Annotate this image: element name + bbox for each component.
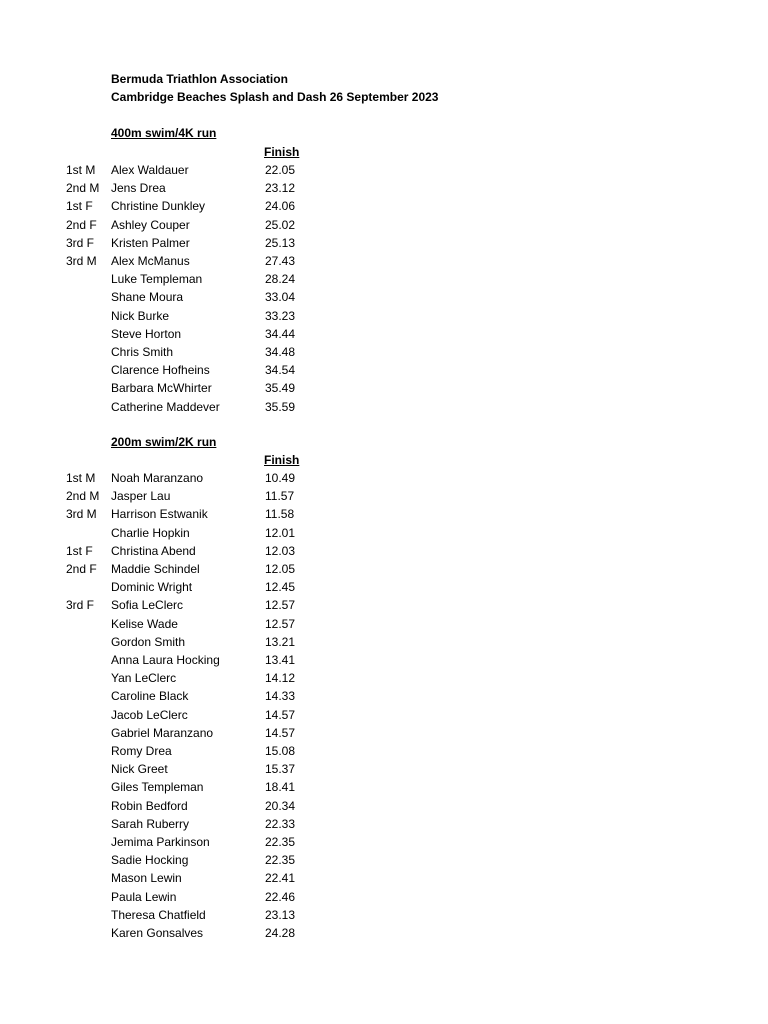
place-label: 2nd F <box>66 562 97 576</box>
finish-time: 14.12 <box>265 671 296 686</box>
result-row <box>0 234 400 252</box>
athlete-name: Luke Templeman <box>111 272 203 287</box>
finish-time: 13.41 <box>265 653 296 667</box>
result-row <box>0 633 400 651</box>
finish-time: 15.08 <box>265 744 296 758</box>
result-row <box>0 560 400 578</box>
finish-time: 12.01 <box>265 525 296 540</box>
finish-time: 34.54 <box>265 363 296 378</box>
finish-time: 22.05 <box>265 163 296 177</box>
athlete-name: Sarah Ruberry <box>111 816 190 831</box>
finish-time: 14.33 <box>265 689 296 704</box>
result-row <box>0 724 400 742</box>
section-title: 200m swim/2K run <box>111 435 217 449</box>
result-row <box>0 706 400 724</box>
finish-time: 12.03 <box>265 543 296 558</box>
athlete-name: Romy Drea <box>111 744 172 758</box>
result-row <box>0 596 400 614</box>
athlete-name: Giles Templeman <box>111 780 204 795</box>
finish-time: 24.06 <box>265 199 296 214</box>
athlete-name: Harrison Estwanik <box>111 507 208 522</box>
result-row <box>0 524 400 542</box>
place-label: 2nd F <box>66 217 97 232</box>
result-row <box>0 487 400 505</box>
result-row <box>0 797 400 815</box>
athlete-name: Theresa Chatfield <box>111 907 206 922</box>
finish-time: 12.45 <box>265 580 296 595</box>
finish-time: 23.12 <box>265 181 296 196</box>
place-label: 3rd M <box>66 507 97 522</box>
place-label: 1st F <box>66 199 93 214</box>
result-row <box>0 906 400 924</box>
result-row <box>0 325 400 343</box>
athlete-name: Steve Horton <box>111 326 182 341</box>
result-row <box>0 288 400 306</box>
finish-time: 25.02 <box>265 217 296 232</box>
place-label: 2nd M <box>66 489 100 504</box>
finish-time: 35.59 <box>265 399 296 414</box>
place-label: 3rd M <box>66 254 97 268</box>
result-row <box>0 379 400 397</box>
athlete-name: Jens Drea <box>111 181 166 196</box>
result-row <box>0 216 400 234</box>
finish-time: 24.28 <box>265 926 296 940</box>
athlete-name: Noah Maranzano <box>111 471 204 485</box>
finish-time: 12.57 <box>265 616 296 631</box>
finish-column-header: Finish <box>264 145 300 159</box>
athlete-name: Sofia LeClerc <box>111 598 184 613</box>
athlete-name: Karen Gonsalves <box>111 926 204 940</box>
finish-time: 22.35 <box>265 853 296 868</box>
finish-time: 33.04 <box>265 290 296 305</box>
finish-time: 22.33 <box>265 816 296 831</box>
finish-time: 23.13 <box>265 907 296 922</box>
finish-time: 28.24 <box>265 272 296 287</box>
finish-column-header: Finish <box>264 453 300 467</box>
place-label: 3rd F <box>66 235 95 250</box>
result-row <box>0 651 400 669</box>
result-row <box>0 924 400 942</box>
athlete-name: Yan LeClerc <box>111 671 177 686</box>
section-title: 400m swim/4K run <box>111 126 217 140</box>
finish-time: 14.57 <box>265 707 296 722</box>
athlete-name: Chris Smith <box>111 345 174 359</box>
finish-time: 33.23 <box>265 308 296 323</box>
organization-title: Bermuda Triathlon Association <box>111 72 288 86</box>
finish-time: 12.05 <box>265 562 296 576</box>
finish-time: 22.41 <box>265 871 296 886</box>
athlete-name: Maddie Schindel <box>111 562 200 576</box>
finish-time: 34.48 <box>265 345 296 359</box>
result-row <box>0 307 400 325</box>
place-label: 3rd F <box>66 598 95 613</box>
athlete-name: Alex McManus <box>111 254 190 268</box>
place-label: 2nd M <box>66 181 100 196</box>
athlete-name: Ashley Couper <box>111 217 190 232</box>
finish-time: 15.37 <box>265 762 296 777</box>
result-row <box>0 361 400 379</box>
result-row <box>0 578 400 596</box>
result-row <box>0 669 400 687</box>
finish-time: 14.57 <box>265 725 296 740</box>
finish-time: 34.44 <box>265 326 296 341</box>
athlete-name: Kelise Wade <box>111 616 178 631</box>
finish-time: 25.13 <box>265 235 296 250</box>
result-row <box>0 161 400 179</box>
athlete-name: Shane Moura <box>111 290 184 305</box>
result-row <box>0 398 400 416</box>
finish-time: 10.49 <box>265 471 296 485</box>
result-row <box>0 343 400 361</box>
result-row <box>0 851 400 869</box>
athlete-name: Paula Lewin <box>111 889 177 904</box>
athlete-name: Kristen Palmer <box>111 235 190 250</box>
event-title: Cambridge Beaches Splash and Dash 26 September 2023 <box>111 90 439 104</box>
athlete-name: Jasper Lau <box>111 489 171 504</box>
result-row <box>0 888 400 906</box>
finish-time: 18.41 <box>265 780 296 795</box>
result-row <box>0 778 400 796</box>
athlete-name: Catherine Maddever <box>111 399 220 414</box>
athlete-name: Jemima Parkinson <box>111 835 210 849</box>
result-row <box>0 833 400 851</box>
finish-time: 35.49 <box>265 381 296 396</box>
result-row <box>0 742 400 760</box>
athlete-name: Sadie Hocking <box>111 853 189 868</box>
result-row <box>0 197 400 215</box>
result-row <box>0 760 400 778</box>
athlete-name: Charlie Hopkin <box>111 525 190 540</box>
athlete-name: Dominic Wright <box>111 580 193 595</box>
athlete-name: Jacob LeClerc <box>111 707 188 722</box>
athlete-name: Mason Lewin <box>111 871 182 886</box>
athlete-name: Clarence Hofheins <box>111 363 210 378</box>
result-row <box>0 179 400 197</box>
finish-time: 20.34 <box>265 798 296 813</box>
finish-time: 22.46 <box>265 889 296 904</box>
place-label: 1st M <box>66 471 96 485</box>
athlete-name: Nick Greet <box>111 762 168 777</box>
place-label: 1st F <box>66 543 93 558</box>
finish-time: 27.43 <box>265 254 296 268</box>
result-row <box>0 615 400 633</box>
finish-time: 11.57 <box>265 489 295 504</box>
athlete-name: Caroline Black <box>111 689 189 704</box>
finish-time: 12.57 <box>265 598 296 613</box>
result-row <box>0 270 400 288</box>
athlete-name: Gabriel Maranzano <box>111 725 214 740</box>
athlete-name: Alex Waldauer <box>111 163 189 177</box>
athlete-name: Nick Burke <box>111 308 170 323</box>
result-row <box>0 469 400 487</box>
result-row <box>0 252 400 270</box>
place-label: 1st M <box>66 163 96 177</box>
athlete-name: Christina Abend <box>111 543 196 558</box>
athlete-name: Barbara McWhirter <box>111 381 212 396</box>
result-row <box>0 869 400 887</box>
athlete-name: Christine Dunkley <box>111 199 206 214</box>
result-row <box>0 542 400 560</box>
athlete-name: Anna Laura Hocking <box>111 653 220 667</box>
finish-time: 13.21 <box>265 634 296 649</box>
result-row <box>0 687 400 705</box>
finish-time: 11.58 <box>265 507 295 522</box>
athlete-name: Robin Bedford <box>111 798 188 813</box>
finish-time: 22.35 <box>265 835 296 849</box>
athlete-name: Gordon Smith <box>111 634 186 649</box>
result-row <box>0 505 400 523</box>
result-row <box>0 815 400 833</box>
